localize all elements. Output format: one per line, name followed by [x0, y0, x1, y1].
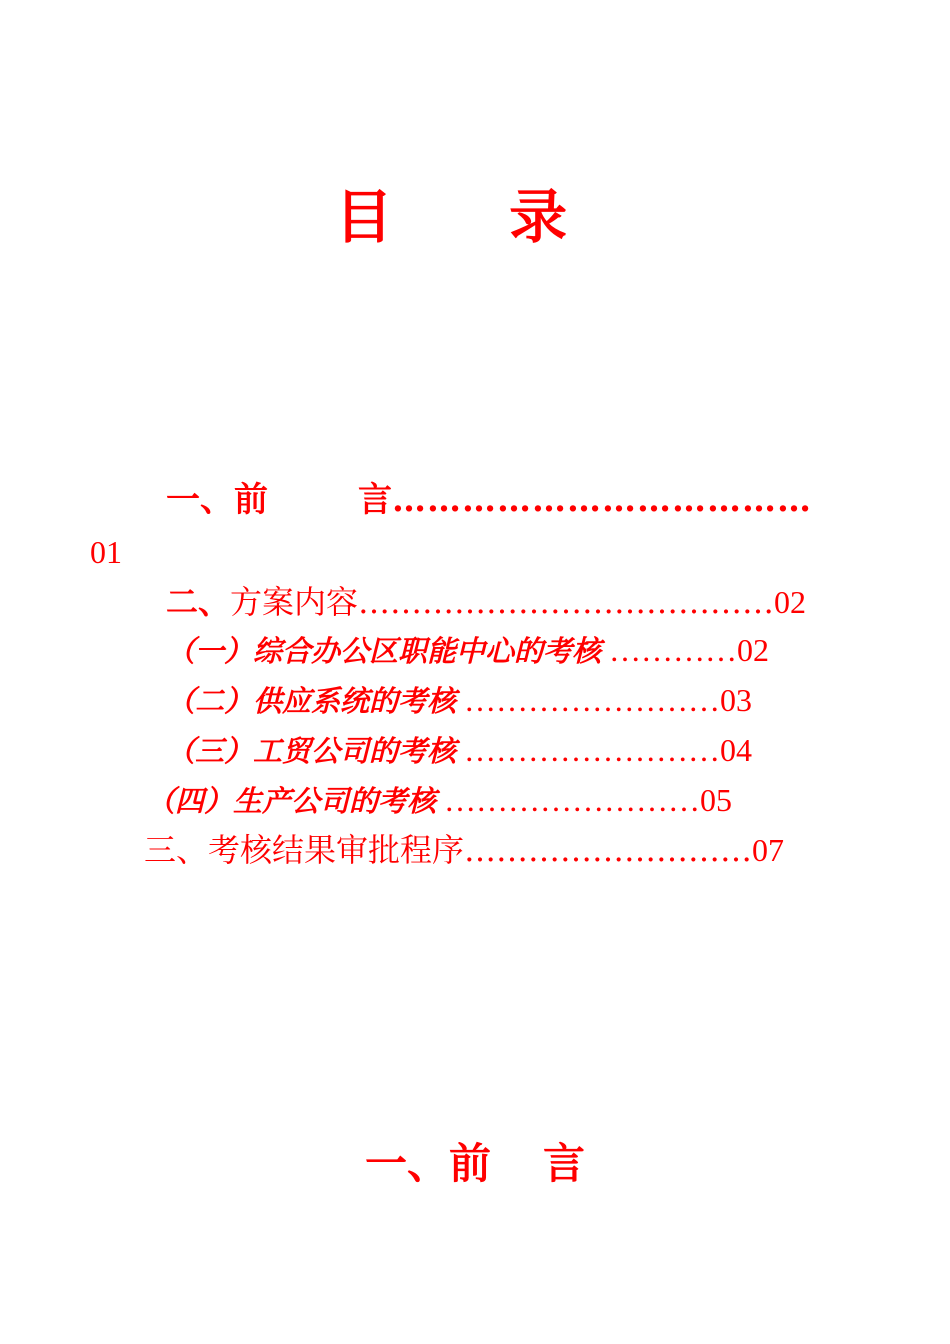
- section-heading: [0, 1136, 950, 1192]
- toc-leader-dots: ………………………………: [392, 480, 812, 520]
- toc-subitem-supply[interactable]: [166, 680, 752, 721]
- toc-page-number: 02: [737, 632, 770, 668]
- toc-item-preface-suffix: 言: [358, 480, 392, 520]
- toc-subitem-trade[interactable]: [166, 730, 752, 771]
- toc-item-approval-label: 三、考核结果审批程序: [144, 831, 465, 869]
- toc-subitem-label: （二）供应系统的考核: [166, 684, 457, 718]
- toc-item-plan-label: 方案内容: [230, 583, 359, 621]
- toc-item-preface-prefix: 一、前: [166, 480, 268, 520]
- toc-leader-dots: ……………………: [456, 732, 721, 768]
- toc-page-number: 02: [774, 584, 807, 620]
- toc-item-plan-prefix: 二、: [166, 583, 231, 621]
- toc-subitem-production[interactable]: [146, 780, 732, 821]
- section-heading-prefix: 一、前: [364, 1139, 491, 1188]
- toc-item-preface[interactable]: [166, 478, 812, 522]
- section-heading-suffix: 言: [543, 1139, 586, 1188]
- toc-item-plan-content[interactable]: [166, 580, 806, 624]
- toc-subitem-office[interactable]: [166, 630, 769, 671]
- toc-subitem-label: （四）生产公司的考核: [146, 784, 437, 818]
- toc-leader-dots: ………………………: [464, 831, 753, 869]
- page-title: 目 录: [334, 183, 616, 251]
- toc-page-number: 04: [720, 732, 753, 768]
- toc-page-number: 05: [700, 782, 733, 818]
- toc-leader-dots: …………………………………: [358, 583, 775, 621]
- toc-item-preface-page: 01: [90, 534, 122, 570]
- toc-leader-dots: …………: [601, 632, 738, 668]
- toc-leader-dots: ……………………: [436, 782, 701, 818]
- toc-leader-dots: ……………………: [456, 682, 721, 718]
- toc-page-number: 07: [752, 832, 785, 868]
- toc-subitem-label: （三）工贸公司的考核: [166, 734, 457, 768]
- toc-subitem-label: （一）综合办公区职能中心的考核: [166, 634, 602, 668]
- toc-page-number: 03: [720, 682, 753, 718]
- toc-item-approval[interactable]: [144, 828, 784, 872]
